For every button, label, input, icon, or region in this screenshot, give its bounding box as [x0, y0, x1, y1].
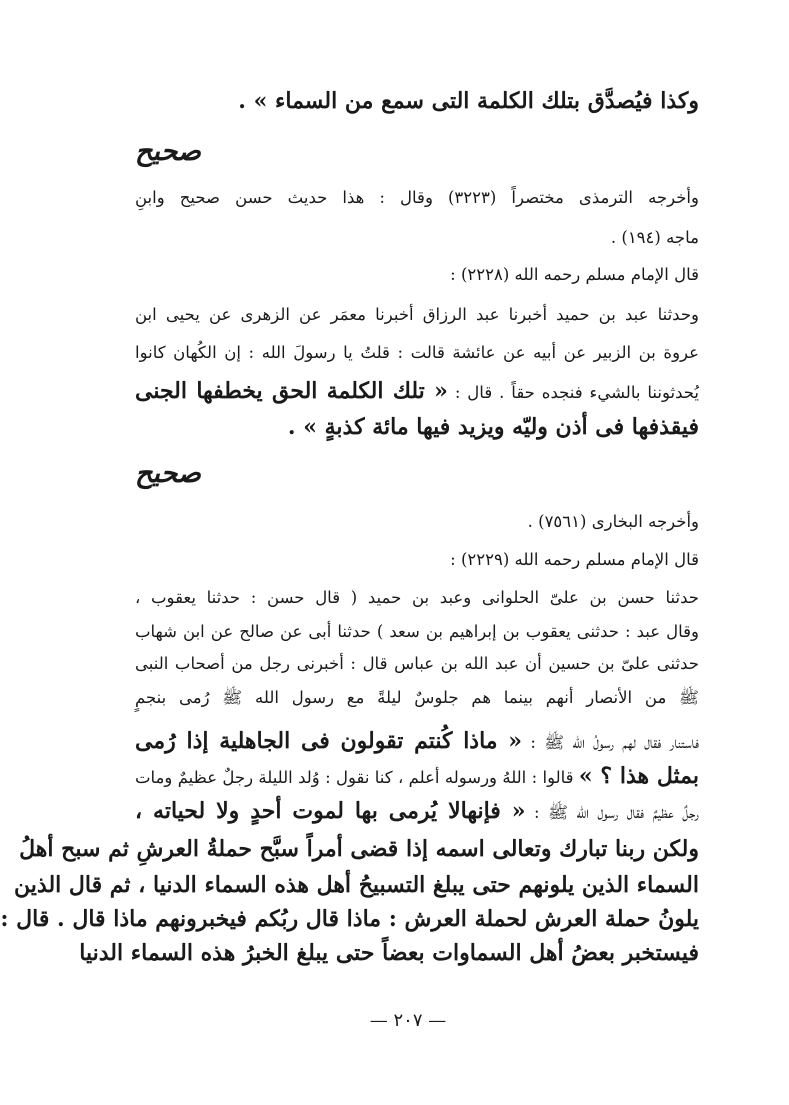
text-line — [135, 380, 699, 402]
text-line — [135, 800, 699, 822]
text-line: ﷺ من الأنصار أنهم بينما هم جلوسٌ ليلةً مع رسول الله ﷺ رُمى بنجمٍ — [135, 688, 699, 707]
section-heading: صحيح — [135, 136, 201, 167]
text-line: حدثنى علىّ بن حسين أن عبد الله بن عباس قال : أخبرنى رجل من أصحاب النبى — [135, 654, 699, 673]
text-segment: رجلٌ عظيمٌ فقال رسول الله ﷺ : — [534, 803, 699, 822]
hadith-quote: ولكن ربنا تبارك وتعالى اسمه إذا قضى أمراً سبَّح حملةُ العرشِ ثم سبح أهلُ — [19, 836, 699, 862]
text-line: وحدثنا عبد بن حميد أخبرنا عبد الرزاق أخبرنا معمَر عن الزهرى عن يحيى ابن — [135, 305, 699, 324]
hadith-quote: فيستخبر بعضُ أهل السماوات بعضاً حتى يبلغ الخبرُ هذه السماء الدنيا — [79, 940, 699, 966]
text-line: وكذا فيُصدَّق بتلك الكلمة التى سمع من السماء » . — [238, 88, 699, 114]
hadith-quote: يلونُ حملة العرش لحملة العرش : ماذا قال ربُكم فيخبرونهم ماذا قال . قال : — [0, 906, 699, 932]
hadith-quote: « تلك الكلمة الحق يخطفها الجنى — [135, 378, 448, 404]
hadith-quote: فيقذفها فى أذن وليّه ويزيد فيها مائة كذبةٍ » . — [287, 414, 699, 440]
text-segment: قالوا : اللهُ ورسوله أعلم ، كنا نقول : وُلد الليلة رجلٌ عظيمٌ ومات — [135, 768, 574, 787]
text-line: وأخرجه البخارى (٧٥٦١) . — [527, 512, 699, 531]
text-line — [135, 765, 699, 787]
text-line: ماجه (١٩٤) . — [610, 228, 699, 247]
page-number: — ٢٠٧ — — [369, 1010, 447, 1031]
text-line — [135, 730, 699, 752]
hadith-quote: السماء الذين يلونهم حتى يبلغ التسبيحُ أهل هذه السماء الدنيا ، ثم قال الذين — [14, 872, 699, 898]
hadith-quote: « ماذا كُنتم تقولون فى الجاهلية إذا رُمى — [135, 728, 523, 754]
isnad-line: قال الإمام مسلم رحمه الله (٢٢٢٨) : — [450, 265, 699, 284]
text-line: وأخرجه الترمذى مختصراً (٣٢٢٣) وقال : هذا حديث حسن صحيح وابنِ — [135, 188, 699, 207]
text-segment: يُحدثوننا بالشيء فنجده حقاً . قال : — [454, 383, 699, 402]
hadith-quote: « فإنهالا يُرمى بها لموت أحدٍ ولا لحياته ، — [135, 798, 526, 824]
section-heading: صحيح — [135, 458, 201, 489]
text-segment: فاستنار فقال لهم رسولُ الله ﷺ : — [530, 733, 700, 752]
isnad-line: قال الإمام مسلم رحمه الله (٢٢٢٩) : — [450, 550, 699, 569]
text-line: وقال عبد : حدثنى يعقوب بن إبراهيم بن سعد ) حدثنا أبى عن صالح عن ابن شهاب — [135, 622, 699, 641]
text-line: عروة بن الزبير عن أبيه عن عائشة قالت : قلتُ يا رسولَ الله : إن الكُهان كانوا — [135, 343, 699, 362]
text-line: حدثنا حسن بن علىّ الحلوانى وعبد بن حميد ( قال حسن : حدثنا يعقوب ، — [135, 588, 699, 607]
hadith-quote: بمثل هذا ؟ » — [578, 763, 699, 789]
